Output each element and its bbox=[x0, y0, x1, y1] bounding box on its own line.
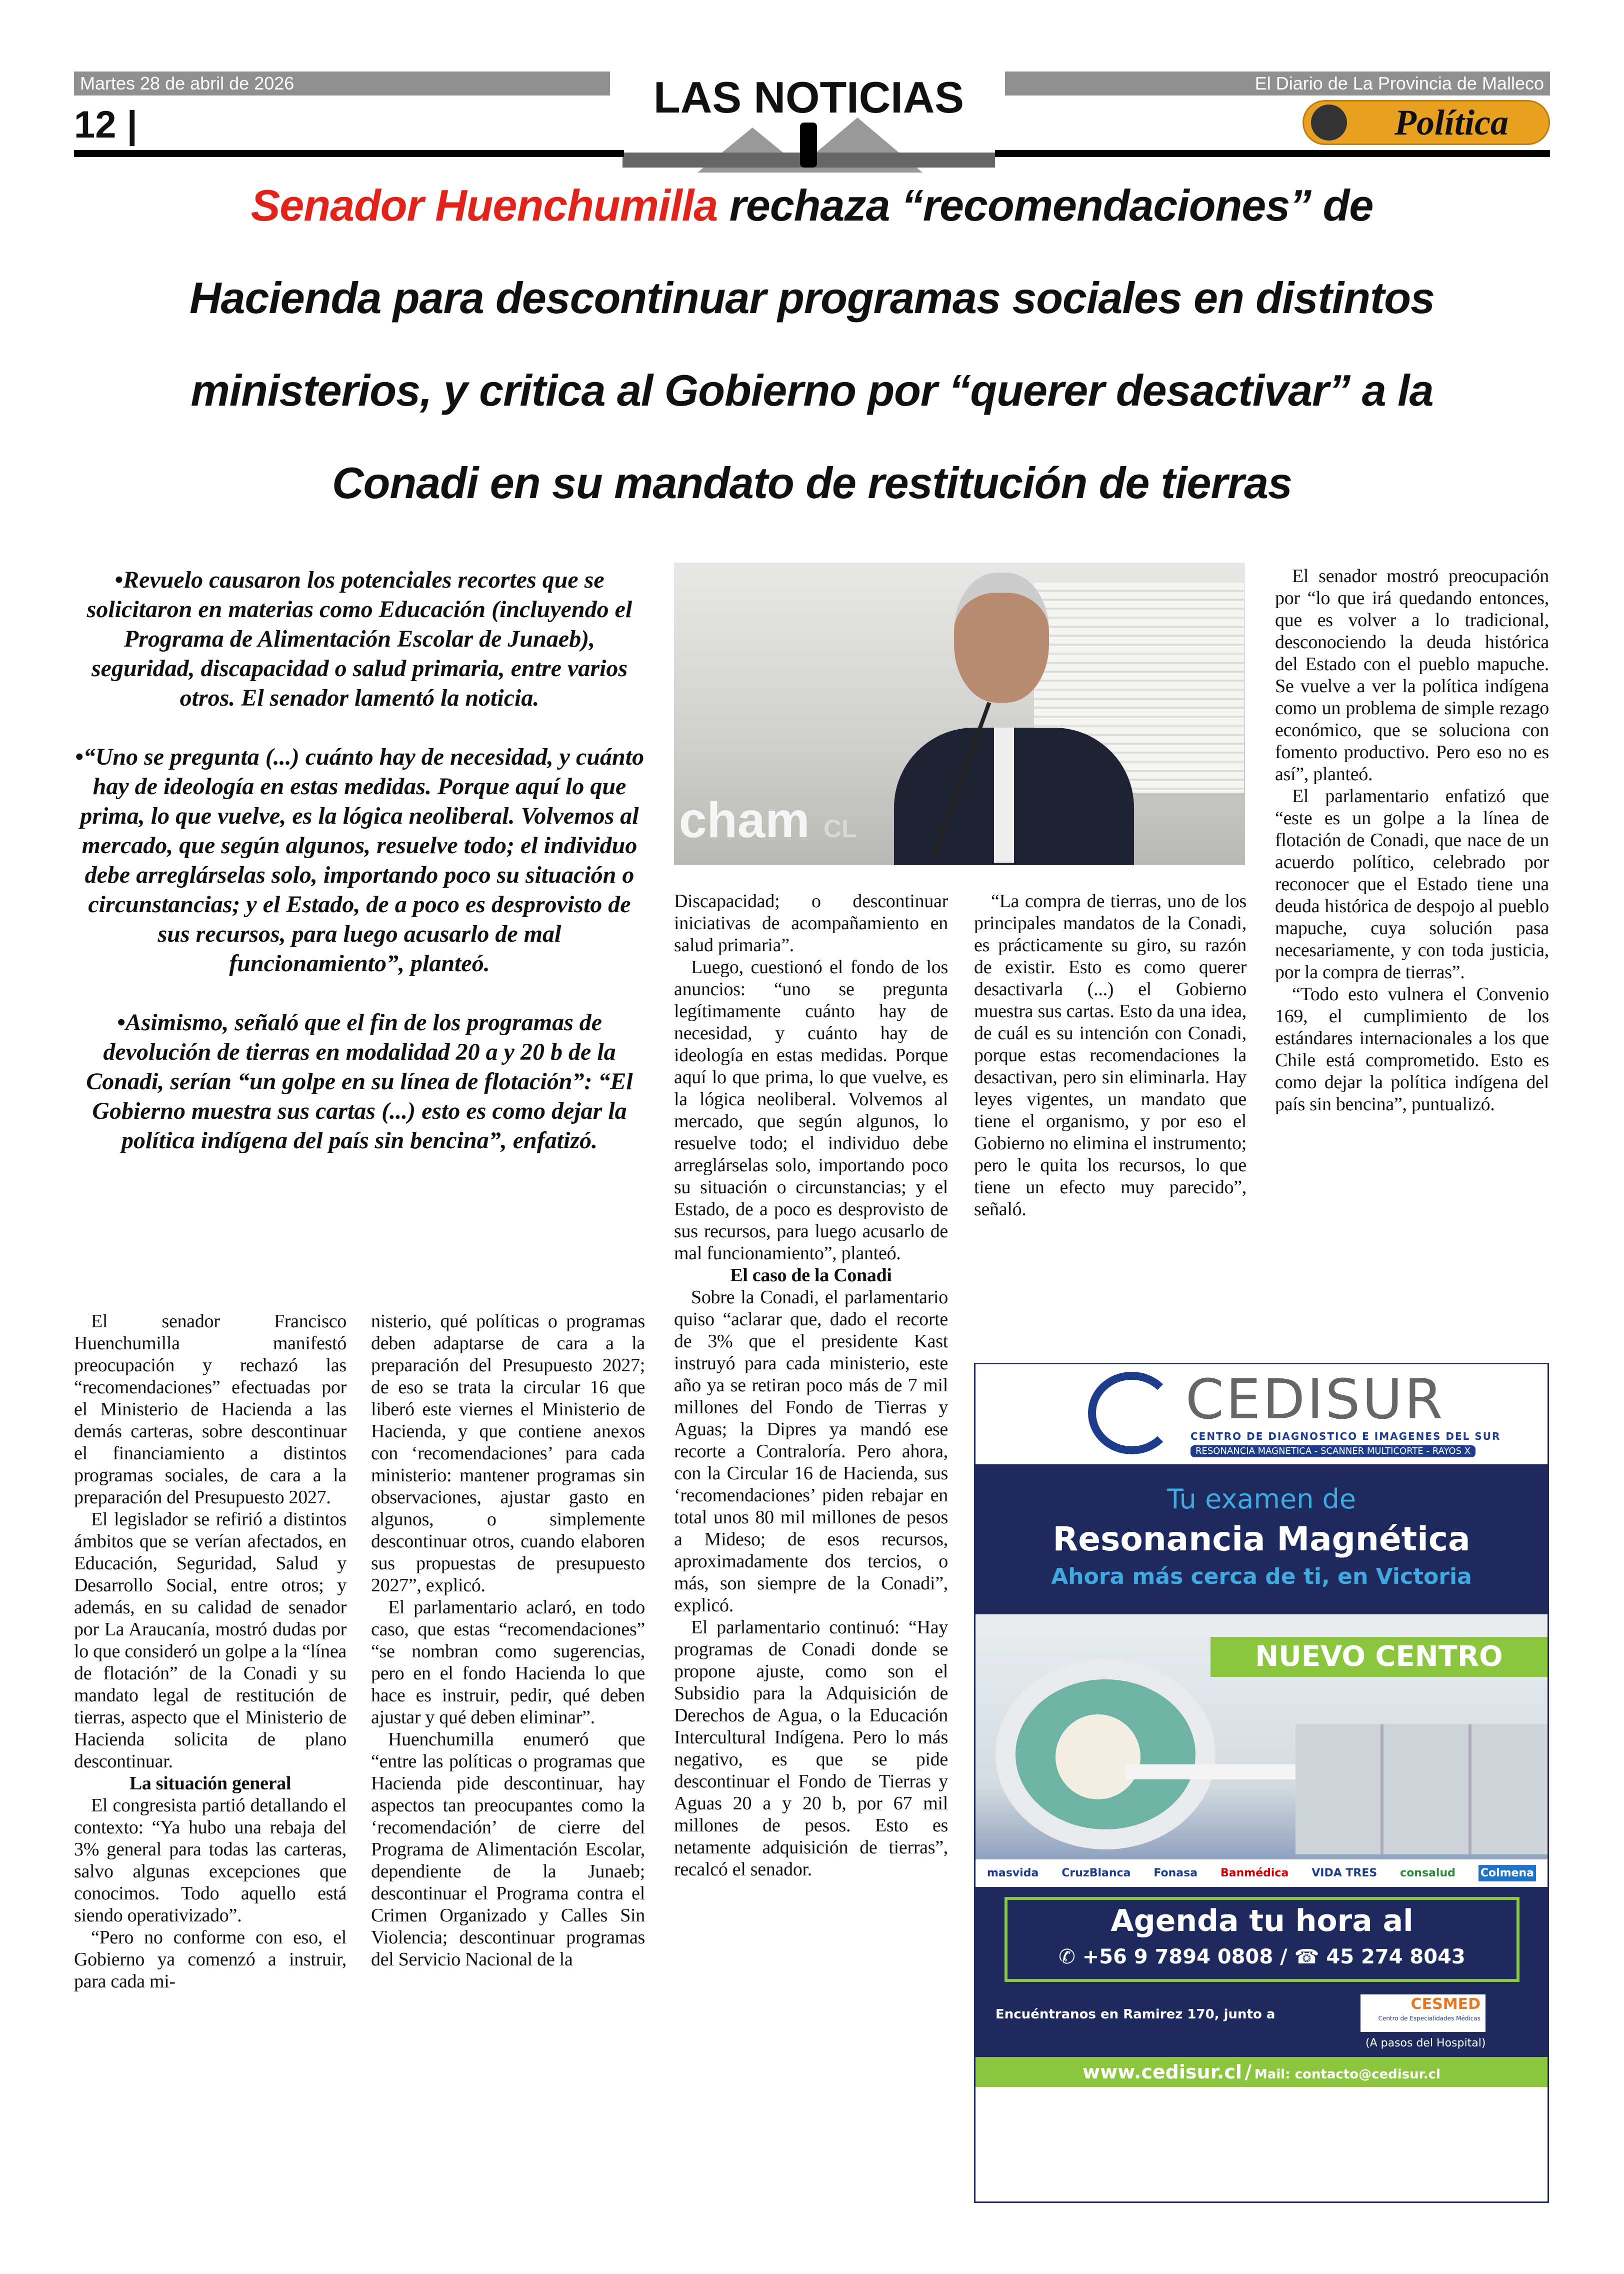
whatsapp-icon: ✆ bbox=[1058, 1945, 1076, 1968]
ad-line-3: Ahora más cerca de ti, en Victoria bbox=[1051, 1564, 1472, 1589]
insurer-logo: masvida bbox=[986, 1867, 1039, 1879]
cedisur-logo-icon bbox=[1088, 1372, 1176, 1454]
mri-room-photo bbox=[976, 1614, 1548, 1859]
booking-box bbox=[1004, 1897, 1520, 1982]
ad-website[interactable]: www.cedisur.cl bbox=[1082, 2061, 1242, 2083]
partner-name: CESMED bbox=[1410, 1995, 1480, 2013]
article-column-1 bbox=[74, 1310, 346, 1992]
ad-email[interactable]: Mail: contacto@cedisur.cl bbox=[1254, 2067, 1440, 2082]
summary-bullet: •Asimismo, señaló que el fin de los programas de devolución de tierras en modalidad 20 a y 20 b de la Conadi, serían “un golpe en su línea de flotación”: “El Gobierno muestra sus cartas (...) esto es como dejar la política indígena del país sin bencina”, enfatizó. bbox=[86, 1009, 633, 1154]
paragraph: El parlamentario enfatizó que “este es un golpe a la línea de flotación de Conadi, que nace de un acuerdo político, celebrado por reconocer que el Estado tiene una deuda histórica de despojo al pueblo mapuche, cuya solución pasa necesariamente, y con toda justicia, por la compra de tierras”. bbox=[1275, 786, 1549, 983]
headline-line-4: Conadi en su mandato de restitución de tierras bbox=[332, 458, 1292, 508]
page-divider: | bbox=[126, 104, 138, 146]
paragraph: Huenchumilla enumeró que “entre las políticas o programas que Hacienda pide descontinuar, hay aspectos tan preocupantes como la ‘recomendación’ de cierre del Programa de Alimentación Escolar, dependiente de la Junaeb; descontinuar el Programa contra el Crimen Organizado y Calles Sin Violencia; descontinuar programas del Servicio Nacional de la bbox=[371, 1729, 645, 1970]
separator: / bbox=[1244, 2061, 1252, 2083]
insurer-logo: consalud bbox=[1400, 1867, 1456, 1879]
page-number bbox=[74, 100, 138, 150]
ad-near: (A pasos del Hospital) bbox=[1366, 2037, 1486, 2049]
senator-photo bbox=[674, 563, 1245, 865]
article-column-5 bbox=[1275, 565, 1549, 1115]
ad-title-area bbox=[976, 1464, 1548, 1614]
paragraph: El legislador se refirió a distintos ámbitos que se verían afectados, en Educación, Seguridad, Salud y Desarrollo Social, entre otros; y además, en su calidad de senador por La Araucanía, mostró dudas por lo que consideró un golpe a la “línea de flotación” de la Conadi y su mandato legal de restitución de tierras, aspecto que el Ministerio de Hacienda solicita de plano descontinuar. bbox=[74, 1509, 346, 1772]
paragraph: El parlamentario aclaró, en todo caso, que estas “recomendaciones” “se nombran como sugerencias, pero en el fondo Hacienda lo que hace es instruir, pedir, qué deben ajustar y qué deben eliminar”. bbox=[371, 1597, 645, 1728]
ad-address: Encuéntranos en Ramirez 170, junto a bbox=[996, 2007, 1276, 2022]
headline-text: rechaza “recomendaciones” de bbox=[718, 181, 1374, 230]
ad-contact-area bbox=[976, 1887, 1548, 2057]
paragraph: El parlamentario continuó: “Hay programas de Conadi donde se propone ajuste, como son el Subsidio para la Adquisición de Derechos de Agua, o la Educación Intercultural Indígena. Pero lo más negativo, es que se pide descontinuar el Fondo de Tierras y Aguas 20 a y 20 b, por 67 mil millones de pesos. Esto es netamente adquisición de tierras”, recalcó el senador. bbox=[674, 1617, 948, 1880]
ad-brand: CEDISUR bbox=[1186, 1367, 1445, 1431]
ad-line-2: Resonancia Magnética bbox=[1052, 1520, 1470, 1558]
masthead-title: LAS NOTICIAS bbox=[654, 73, 964, 122]
cedisur-advertisement bbox=[974, 1363, 1549, 2203]
phone-numbers bbox=[1008, 1942, 1516, 1972]
section-badge bbox=[1302, 100, 1550, 145]
ad-services: RESONANCIA MAGNETICA - SCANNER MULTICORTE - RAYOS X bbox=[1190, 1445, 1476, 1457]
article-column-2 bbox=[371, 1310, 645, 1970]
headline-line-2: Hacienda para descontinuar programas sociales en distintos bbox=[190, 273, 1434, 323]
paragraph: Sobre la Conadi, el parlamentario quiso “aclarar que, dado el recorte de 3% que el presidente Kast instruyó para cada ministerio, este año ya se retiran poco más de 7 mil millones del Fondo de Tierras y Aguas; la Dipres ya mandó ese recorte a Contraloría. Pero ahora, con la Circular 16 de Hacienda, sus ‘recomendaciones’ piden rebajar en total unos 80 mil millones de pesos a Mideso; de esos recursos, aproximadamente dos tercios, o más, son siempre de la Conadi”, explicó. bbox=[674, 1287, 948, 1616]
new-center-badge: NUEVO CENTRO bbox=[1210, 1637, 1548, 1677]
backdrop-logo bbox=[679, 793, 857, 856]
article-column-3 bbox=[674, 890, 948, 1880]
paragraph: El senador mostró preocupación por “lo que irá quedando entonces, que es volver a lo tradicional, desconociendo la deuda histórica del Estado con el pueblo mapuche. Se vuelve a ver la política indígena como un problema de simple rezago económico, que se soluciona con fomento productivo. Pero eso no es así”, planteó. bbox=[1275, 566, 1549, 785]
paragraph: “Pero no conforme con eso, el Gobierno ya comenzó a instruir, para cada mi- bbox=[74, 1927, 346, 1992]
subheading: La situación general bbox=[129, 1773, 292, 1794]
insurer-logo: CruzBlanca bbox=[1062, 1867, 1131, 1879]
scanner-bore bbox=[1056, 1714, 1140, 1799]
backdrop-text: cham bbox=[679, 792, 810, 848]
ad-line-1: Tu examen de bbox=[1166, 1483, 1356, 1515]
headline-line-1 bbox=[74, 159, 1550, 252]
ad-logo-area bbox=[976, 1364, 1548, 1464]
cta-text: Agenda tu hora al bbox=[1110, 1903, 1414, 1938]
cesmed-logo bbox=[1360, 1994, 1486, 2032]
masthead-logo bbox=[622, 68, 995, 168]
insurer-logo: VIDA TRES bbox=[1312, 1867, 1378, 1879]
insurer-logo: Fonasa bbox=[1154, 1867, 1198, 1879]
ad-brand-sub: CENTRO DE DIAGNOSTICO E IMAGENES DEL SUR bbox=[1190, 1430, 1501, 1442]
header-rule bbox=[74, 150, 624, 157]
section-label: Política bbox=[1394, 103, 1508, 143]
face bbox=[954, 573, 1049, 703]
headline-highlight: Senador Huenchumilla bbox=[250, 181, 718, 230]
ad-footer bbox=[976, 2057, 1548, 2087]
article-column-4 bbox=[974, 890, 1246, 1220]
header-rule bbox=[995, 150, 1550, 157]
insurer-logos bbox=[976, 1859, 1548, 1887]
paragraph: nisterio, qué políticas o programas deben adaptarse de cara a la preparación del Presupuesto 2027; de eso se trata la circular 16 que liberó este viernes el Ministerio de Hacienda, y que contiene anexos con ‘recomendaciones’ para cada ministerio: mantener programas sin observaciones, ajustar gasto en algunos, o simplemente descontinuar otros, cuando elaboren sus propuestas de presupuesto 2027”, explicó. bbox=[371, 1311, 645, 1596]
page-number-text: 12 bbox=[74, 104, 116, 146]
phone-icon: ☎ bbox=[1294, 1945, 1320, 1968]
summary-bullet: •Revuelo causaron los potenciales recortes que se solicitaron en materias como Educación (incluyendo el Programa de Alimentación Escolar de Junaeb), seguridad, discapacidad o salud primaria, entre varios otros. El senador lamentó la noticia. bbox=[86, 567, 632, 711]
paragraph: Luego, cuestionó el fondo de los anuncios: “uno se pregunta legítimamente cuánto hay de necesidad, y cuánto hay de ideología en estas medidas. Porque aquí lo que prima, lo que vuelve, es la lógica neoliberal. Volvemos al mercado, que según algunos, lo resuelve todo; el individuo debe arreglárselas solo, importando poco su situación o circunstancias; y el Estado, de a poco es desprovisto de sus recursos, para luego acusarlo de mal funcionamiento”, planteó. bbox=[674, 957, 948, 1264]
tagline: El Diario de La Provincia de Malleco bbox=[1254, 73, 1544, 94]
tie bbox=[994, 728, 1014, 863]
paragraph: “Todo esto vulnera el Convenio 169, el cumplimiento de los estándares internacionales a los que Chile está comprometido. Esto es como dejar la política indígena del país sin bencina”, puntualizó. bbox=[1275, 984, 1549, 1115]
phone-number: 45 274 8043 bbox=[1326, 1945, 1466, 1968]
subheading: El caso de la Conadi bbox=[730, 1265, 892, 1286]
summary-bullets bbox=[74, 565, 645, 1185]
date-bar bbox=[74, 72, 610, 96]
summary-bullet: •“Uno se pregunta (...) cuánto hay de necesidad, y cuánto hay de ideología en estas medidas. Porque aquí lo que prima, lo que vuelve, es la lógica neoliberal. Volvemos al mercado, que según algunos, resuelve todo; el individuo debe arreglárselas solo, importando poco su situación o circunstancias; y el Estado, de a poco es desprovisto de sus recursos, para luego acusarlo de mal funcionamiento”, planteó. bbox=[74, 744, 644, 977]
headline-line-3: ministerios, y critica al Gobierno por “querer desactivar” a la bbox=[190, 366, 1434, 415]
paragraph: El congresista partió detallando el contexto: “Ya hubo una rebaja del 3% general para todas las carteras, salvo algunas excepciones que conocimos. Todo aquello está siendo operativizado”. bbox=[74, 1795, 346, 1926]
tagline-bar bbox=[1005, 72, 1550, 96]
backdrop-suffix: CL bbox=[824, 815, 857, 843]
partner-sub: Centro de Especialidades Médicas bbox=[1378, 2015, 1480, 2022]
paragraph: El senador Francisco Huenchumilla manifestó preocupación y rechazó las “recomendaciones” efectuadas por el Ministerio de Hacienda a las demás carteras, sobre descontinuar el financiamiento a distintos programas sociales, de cara a la preparación del Presupuesto 2027. bbox=[74, 1311, 346, 1508]
paragraph: Discapacidad; o descontinuar iniciativas de acompañamiento en salud primaria”. bbox=[674, 891, 948, 956]
paragraph: “La compra de tierras, uno de los principales mandatos de la Conadi, es prácticamente su giro, su razón de existir. Esto es como querer desactivarla (...) el Gobierno muestra sus cartas. Esto da una idea, de cuál es su intención con Conadi, porque estas recomendaciones la desactivan, pero sin eliminarla. Hay leyes vigentes, un mandato que tiene el organismo, y por eso el Gobierno no elimina el instrumento; pero le quita los recursos, lo que tiene un efecto muy parecido”, señaló. bbox=[974, 891, 1246, 1220]
insurer-logo: Colmena bbox=[1478, 1865, 1536, 1881]
issue-date: Martes 28 de abril de 2026 bbox=[80, 73, 294, 94]
separator: / bbox=[1280, 1945, 1288, 1968]
headline bbox=[74, 159, 1550, 529]
insurer-logo: Banmédica bbox=[1220, 1867, 1289, 1879]
person-icon bbox=[1311, 105, 1347, 141]
suit bbox=[894, 728, 1134, 865]
shelves bbox=[1296, 1724, 1548, 1854]
whatsapp-number: +56 9 7894 0808 bbox=[1082, 1945, 1274, 1968]
